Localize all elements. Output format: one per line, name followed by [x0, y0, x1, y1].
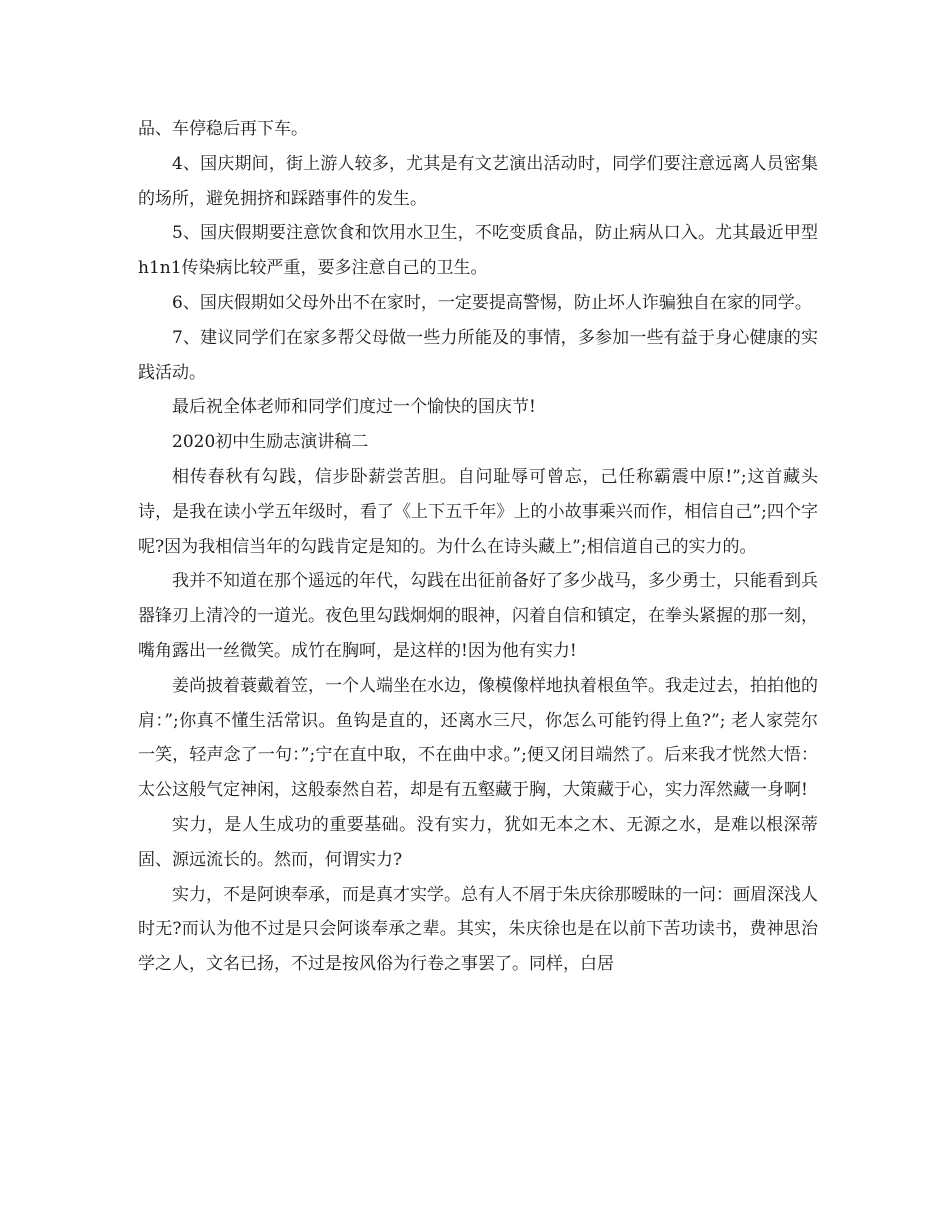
paragraph-6: 最后祝全体老师和同学们度过一个愉快的国庆节! — [172, 397, 536, 418]
paragraph-3: 5、国庆假期要注意饮食和饮用水卫生，不吃变质食品，防止病从口入。尤其最近甲型h1n1传染病比较严重，要多注意自己的卫生。 — [138, 223, 818, 279]
paragraph-5: 7、建议同学们在家多帮父母做一些力所能及的事情，多参加一些有益于身心健康的实践活动。 — [138, 327, 818, 383]
paragraph-2: 4、国庆期间，街上游人较多，尤其是有文艺演出活动时，同学们要注意远离人员密集的场所，避免拥挤和踩踏事件的发生。 — [138, 153, 818, 209]
paragraph-4: 6、国庆假期如父母外出不在家时，一定要提高警惕，防止坏人诈骗独自在家的同学。 — [172, 292, 812, 313]
paragraph-10: 实力，是人生成功的重要基础。没有实力，犹如无本之木、无源之水，是难以根深蒂固、源远流长的。然而，何谓实力? — [138, 814, 818, 870]
paragraph-8: 我并不知道在那个遥远的年代，勾践在出征前备好了多少战马，多少勇士，只能看到兵器锋刃上清冷的一道光。夜色里勾践炯炯的眼神，闪着自信和镇定，在拳头紧握的那一刻，嘴角露出一丝微笑。成竹在胸呵，是这样的!因为他有实力! — [138, 571, 818, 661]
paragraph-7: 相传春秋有勾践，信步卧薪尝苦胆。自问耻辱可曾忘，己任称霸震中原!”;这首藏头诗，是我在读小学五年级时，看了《上下五千年》上的小故事乘兴而作，相信自己”;四个字呢?因为我相信当年的勾践肯定是知的。为什么在诗头藏上”;相信道自己的实力的。 — [138, 466, 818, 557]
paragraph-1: 品、车停稳后再下车。 — [138, 119, 308, 139]
section-heading: 2020初中生励志演讲稿二 — [172, 432, 369, 453]
paragraph-11: 实力，不是阿谀奉承，而是真才实学。总有人不屑于朱庆徐那暧昧的一问：画眉深浅人时无?而认为他不过是只会阿谈奉承之辈。其实，朱庆徐也是在以前下苦功读书，费神思治学之人，文名已扬，不过是按风俗为行卷之事罢了。同样，白居 — [138, 884, 818, 975]
paragraph-9: 姜尚披着蓑戴着笠，一个人端坐在水边，像模像样地执着根鱼竿。我走过去，拍拍他的肩：”;你真不懂生活常识。鱼钩是直的，还离水三尺，你怎么可能钓得上鱼?”; 老人家莞尔一笑，轻声念了一句：”;宁在直中取，不在曲中求。”;便又闭目端然了。后来我才恍然大悟：太公这般气定神闲，这般泰然自若，却是有五壑藏于胸，大策藏于心，实力浑然藏一身啊! — [138, 675, 818, 801]
document-body — [138, 112, 818, 982]
